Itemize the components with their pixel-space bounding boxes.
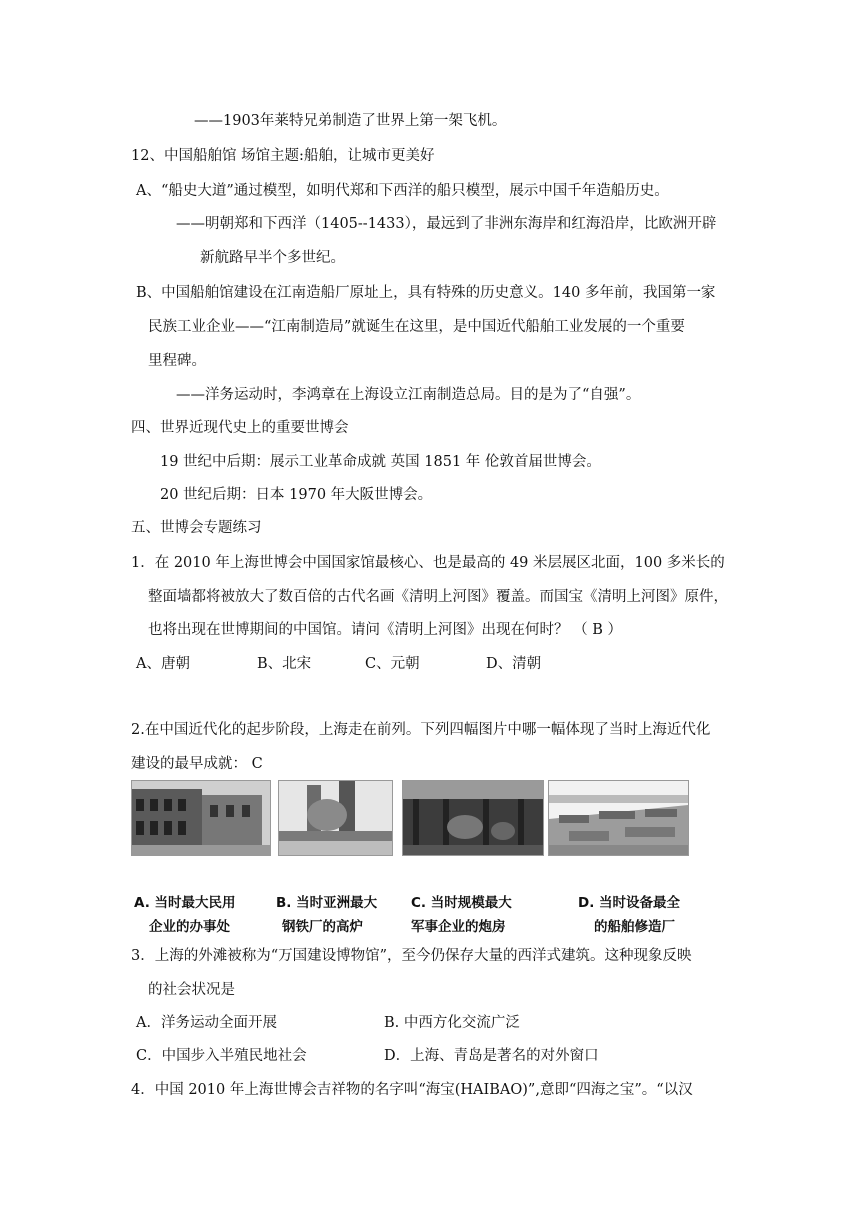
caption-a-line1: A. 当时最大民用 [134,895,236,911]
option-a: A、唐朝 [136,656,190,672]
text-line: 19 世纪中后期：展示工业革命成就 英国 1851 年 伦敦首届世博会。 [160,454,601,470]
question-text: 2.在中国近代化的起步阶段，上海走在前列。下列四幅图片中哪一幅体现了当时上海近代化 [131,722,711,738]
question-text: 也将出现在世博期间的中国馆。请问《清明上河图》出现在何时？ （ B ） [148,622,622,638]
caption-d-line1: D. 当时设备最全 [578,895,681,911]
option-d: D．上海、青岛是著名的对外窗口 [384,1048,599,1064]
caption-c-line2: 军事企业的炮房 [411,919,506,935]
question-text: 建设的最早成就： C [131,756,263,772]
text-line: ——1903年莱特兄弟制造了世界上第一架飞机。 [194,113,507,129]
option-c: C、元朝 [365,656,420,672]
question-text: 4．中国 2010 年上海世博会吉祥物的名字叫“海宝(HAIBAO)”,意即“四海之宝”。“以汉 [131,1082,693,1098]
option-c: C．中国步入半殖民地社会 [136,1048,307,1064]
caption-b-line1: B. 当时亚洲最大 [276,895,378,911]
option-b: B、北宋 [257,656,312,672]
caption-a-line2: 企业的办事处 [149,919,230,935]
section-heading: 四、世界近现代史上的重要世博会 [131,420,349,436]
option-a: A．洋务运动全面开展 [136,1015,277,1031]
text-line: 新航路早半个多世纪。 [200,250,345,266]
text-line: A、“船史大道”通过模型，如明代郑和下西洋的船只模型，展示中国千年造船历史。 [136,183,669,199]
photo-cannon-workshop [402,780,544,856]
text-line: ——洋务运动时，李鸿章在上海设立江南制造总局。目的是为了“自强”。 [176,387,641,403]
caption-b-line2: 钢铁厂的高炉 [282,919,363,935]
caption-c-line1: C. 当时规模最大 [411,895,512,911]
option-b: B. 中西方化交流广泛 [384,1015,520,1031]
photo-office-building [131,780,271,856]
text-line: B、中国船舶馆建设在江南造船厂原址上，具有特殊的历史意义。140 多年前，我国第一家 [136,285,716,301]
caption-d-line2: 的船舶修造厂 [594,919,675,935]
option-d: D、清朝 [486,656,542,672]
text-line: 20 世纪后期：日本 1970 年大阪世博会。 [160,487,433,503]
photo-blast-furnace [278,780,393,856]
question-text: 1．在 2010 年上海世博会中国国家馆最核心、也是最高的 49 米层展区北面，100 多米长的 [131,555,725,571]
section-heading: 12、中国船舶馆 场馆主题:船舶，让城市更美好 [131,148,435,164]
text-line: ——明朝郑和下西洋（1405--1433），最远到了非洲东海岸和红海沿岸，比欧洲开辟 [176,216,717,232]
question-text: 整面墙都将被放大了数百倍的古代名画《清明上河图》覆盖。而国宝《清明上河图》原件， [148,589,728,605]
text-line: 里程碑。 [148,353,206,369]
question-text: 的社会状况是 [148,982,235,998]
question-text: 3．上海的外滩被称为“万国建设博物馆”，至今仍保存大量的西洋式建筑。这种现象反映 [131,948,692,964]
text-line: 民族工业企业——“江南制造局”就诞生在这里，是中国近代船舶工业发展的一个重要 [148,319,685,335]
section-heading: 五、世博会专题练习 [131,520,262,536]
photo-shipyard [548,780,689,856]
